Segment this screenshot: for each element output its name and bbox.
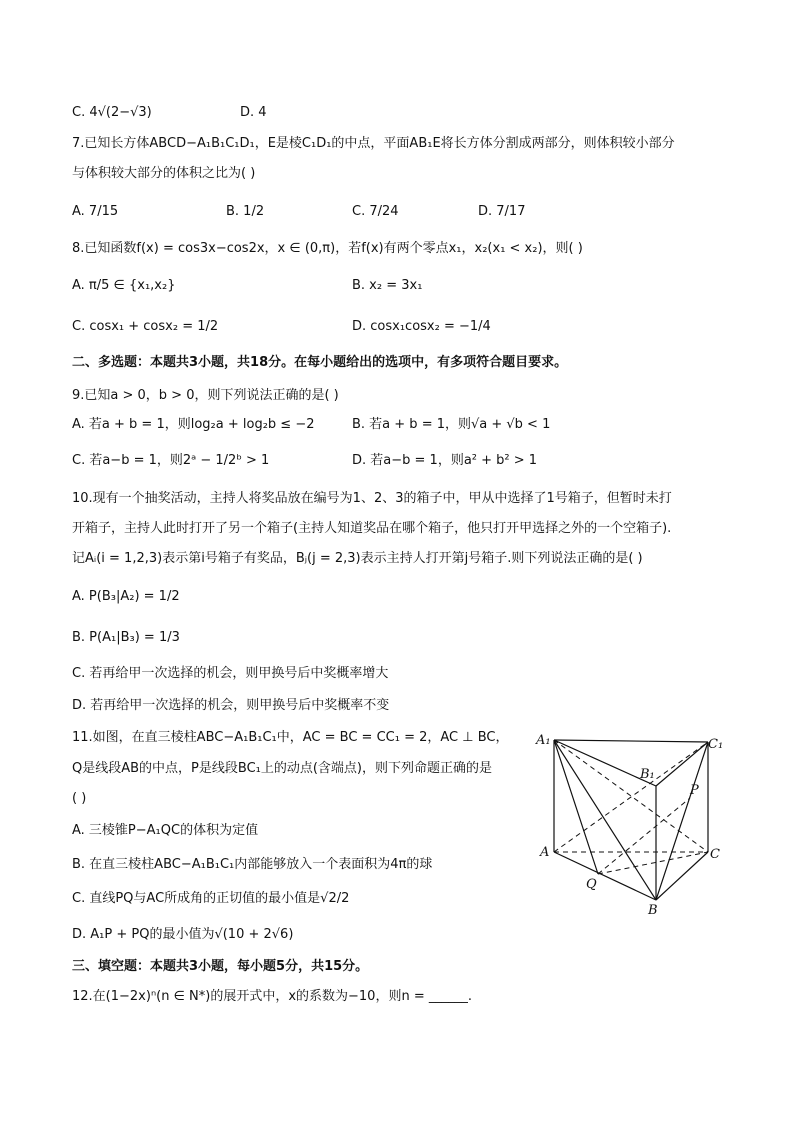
line-qc-hidden	[598, 852, 708, 874]
section-2-heading: 二、多选题：本题共3小题，共18分。在每小题给出的选项中，有多项符合题目要求。	[72, 355, 568, 370]
q7-option-d: D. 7/17	[478, 204, 526, 219]
q11-option-b: B. 在直三棱柱ABC−A₁B₁C₁内部能够放入一个表面积为4π的球	[72, 857, 433, 872]
q8-stem: 8.已知函数f(x) = cos3x−cos2x，x ∈ (0,π)，若f(x)有两个零点x₁，x₂(x₁ < x₂)，则( )	[72, 241, 583, 256]
q10-option-d: D. 若再给甲一次选择的机会，则甲换号后中奖概率不变	[72, 698, 390, 713]
q8-option-a: A. π/5 ∈ {x₁,x₂}	[72, 278, 176, 293]
q11-option-d: D. A₁P + PQ的最小值为√(10 + 2√6)	[72, 927, 294, 942]
edge-a1c1	[554, 740, 708, 742]
q10-stem-line3: 记Aᵢ(i = 1,2,3)表示第i号箱子有奖品，Bⱼ(j = 2,3)表示主持人打开第j号箱子.则下列说法正确的是( )	[72, 551, 643, 566]
q9-option-d: D. 若a−b = 1，则a² + b² > 1	[352, 453, 538, 468]
q7-option-a: A. 7/15	[72, 204, 119, 219]
q7-option-c: C. 7/24	[352, 204, 399, 219]
q8-option-d: D. cosx₁cosx₂ = −1/4	[352, 319, 491, 334]
prism-figure	[530, 728, 730, 918]
q10-option-a: A. P(B₃|A₂) = 1/2	[72, 589, 180, 604]
q7-stem-line2: 与体积较大部分的体积之比为( )	[72, 166, 256, 181]
q9-option-b: B. 若a + b = 1，则√a + √b < 1	[352, 417, 551, 432]
q9-option-a: A. 若a + b = 1，则log₂a + log₂b ≤ −2	[72, 417, 315, 432]
label-b: B	[648, 903, 658, 918]
q9-stem: 9.已知a > 0，b > 0，则下列说法正确的是( )	[72, 388, 339, 403]
q9-option-c: C. 若a−b = 1，则2ᵃ − 1/2ᵇ > 1	[72, 453, 270, 468]
q11-stem-line3: ( )	[72, 791, 87, 806]
q8-option-b: B. x₂ = 3x₁	[352, 278, 423, 293]
q6-option-d: D. 4	[240, 105, 267, 120]
line-qp-hidden	[598, 798, 690, 874]
q8-option-c: C. cosx₁ + cosx₂ = 1/2	[72, 319, 219, 334]
label-b1: B₁	[640, 767, 655, 782]
q6-option-c: C. 4√(2−√3)	[72, 105, 152, 120]
label-a1: A₁	[536, 733, 551, 748]
q11-option-c: C. 直线PQ与AC所成角的正切值的最小值是√2/2	[72, 891, 350, 906]
q10-stem-line1: 10.现有一个抽奖活动，主持人将奖品放在编号为1、2、3的箱子中，甲从中选择了1号箱子，但暂时未打	[72, 491, 672, 506]
label-a: A	[540, 845, 550, 860]
label-p: P	[690, 783, 699, 798]
q11-option-a: A. 三棱锥P−A₁QC的体积为定值	[72, 823, 259, 838]
q7-stem-line1: 7.已知长方体ABCD−A₁B₁C₁D₁，E是棱C₁D₁的中点，平面AB₁E将长方体分割成两部分，则体积较小部分	[72, 136, 675, 151]
label-c: C	[710, 847, 720, 862]
q10-option-b: B. P(A₁|B₃) = 1/3	[72, 630, 180, 645]
q11-stem-line2: Q是线段AB的中点，P是线段BC₁上的动点(含端点)，则下列命题正确的是	[72, 761, 493, 776]
label-c1: C₁	[708, 737, 724, 752]
q10-option-c: C. 若再给甲一次选择的机会，则甲换号后中奖概率增大	[72, 666, 389, 681]
line-a1q	[554, 740, 598, 874]
q12-stem: 12.在(1−2x)ⁿ(n ∈ N*)的展开式中，x的系数为−10，则n = ______.	[72, 989, 472, 1004]
section-3-heading: 三、填空题：本题共3小题，每小题5分，共15分。	[72, 959, 369, 974]
q11-stem-line1: 11.如图，在直三棱柱ABC−A₁B₁C₁中，AC = BC = CC₁ = 2，AC ⊥ BC，	[72, 730, 509, 745]
label-q: Q	[586, 877, 597, 892]
q7-option-b: B. 1/2	[226, 204, 265, 219]
q10-stem-line2: 开箱子，主持人此时打开了另一个箱子(主持人知道奖品在哪个箱子，他只打开甲选择之外的一个空箱子).	[72, 521, 672, 536]
